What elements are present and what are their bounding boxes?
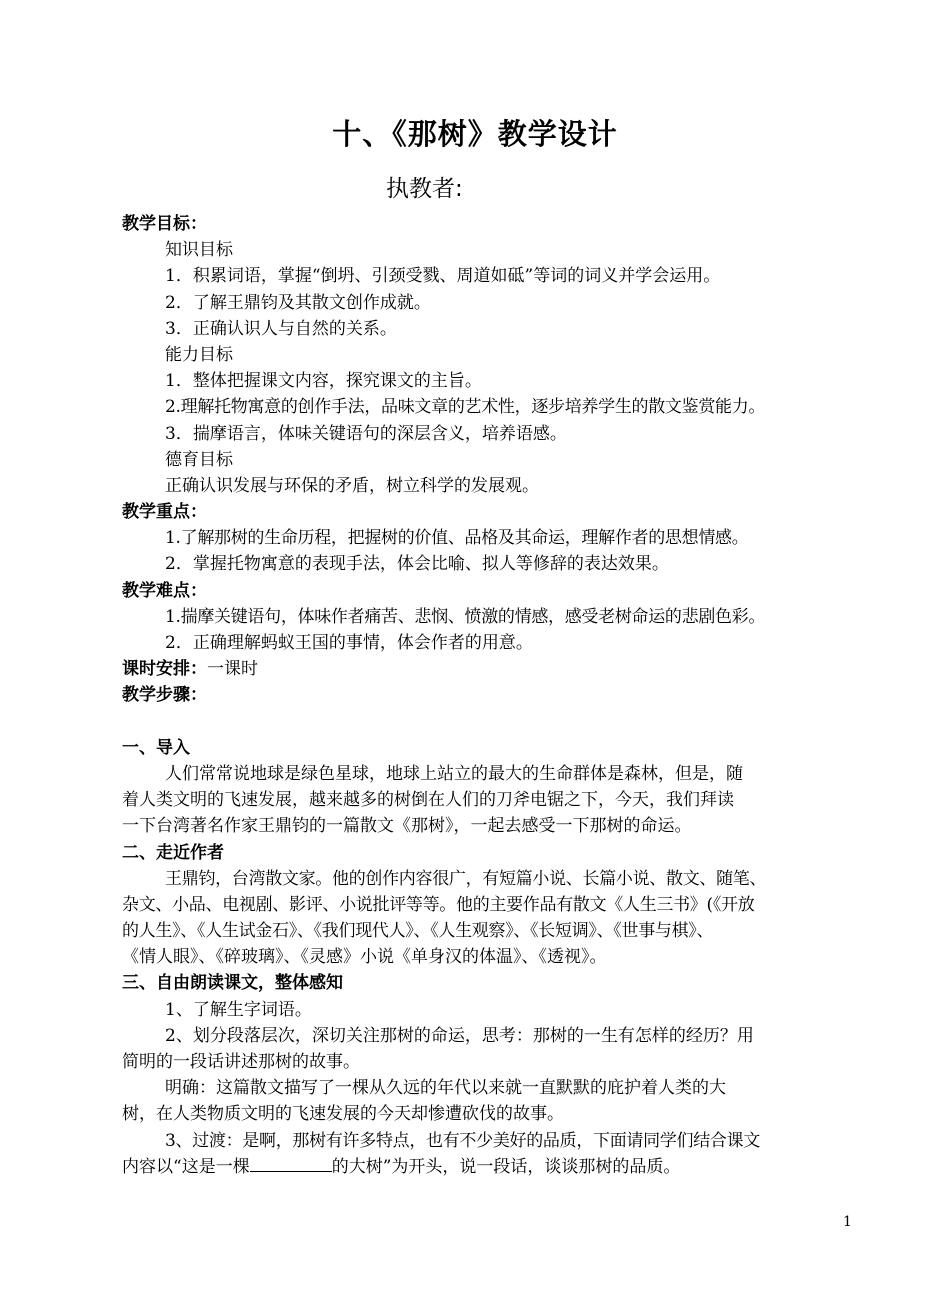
knowledge-item: 2．了解王鼎钧及其散文创作成就。 — [165, 292, 431, 313]
document-title: 十、《那树》教学设计 — [332, 117, 618, 151]
document-body — [122, 211, 862, 1180]
section1-line: 人们常常说地球是绿色星球，地球上站立的最大的生命群体是森林，但是，随 — [165, 763, 743, 784]
schedule-line — [122, 656, 862, 682]
section1-line: 着人类文明的飞速发展，越来越多的树倒在人们的刀斧电锯之下，今天，我们拜读 — [122, 790, 734, 811]
difficulty-item: 2．正确理解蚂蚁王国的事情，体会作者的用意。 — [165, 633, 533, 653]
schedule-value: 一课时 — [207, 659, 258, 680]
knowledge-label: 知识目标 — [165, 240, 233, 261]
steps-heading: 教学步骤： — [122, 685, 207, 706]
section3-item: 2、划分段落层次，深切关注那树的命运，思考：那树的一生有怎样的经历？用 — [165, 1025, 754, 1046]
section3-item: 简明的一段话讲述那树的故事。 — [122, 1052, 360, 1072]
ability-item: 2.理解托物寓意的创作手法，品味文章的艺术性，逐步培养学生的散文鉴赏能力。 — [165, 397, 766, 418]
section3-answer: 明确：这篇散文描写了一棵从久远的年代以来就一直默默的庇护着人类的大 — [165, 1078, 726, 1099]
fill-prompt-after: 的大树”为开头，说一段话，谈谈那树的品质。 — [331, 1156, 681, 1177]
section2-line: 杂文、小品、电视剧、影评、小说批评等等。他的主要作品有散文《人生三书》(《开放 — [122, 894, 755, 915]
section1-heading: 一、导入 — [122, 737, 190, 758]
author-line — [386, 170, 473, 203]
schedule-heading: 课时安排： — [122, 659, 207, 680]
blank-line — [122, 709, 862, 735]
author-label: 执教者: — [386, 176, 463, 202]
knowledge-item: 3．正确认识人与自然的关系。 — [165, 318, 397, 339]
section3-answer: 树，在人类物质文明的飞速发展的今天却惨遭砍伐的故事。 — [122, 1104, 564, 1125]
ability-label: 能力目标 — [165, 344, 233, 365]
ability-item: 1．整体把握课文内容，探究课文的主旨。 — [165, 371, 482, 392]
section1-line: 一下台湾著名作家王鼎钧的一篇散文《那树》，一起去感受一下那树的命运。 — [122, 816, 692, 837]
objectives-heading: 教学目标： — [122, 214, 207, 234]
page-number: 1 — [843, 1214, 852, 1230]
moral-item: 正确认识发展与环保的矛盾，树立科学的发展观。 — [165, 475, 539, 496]
section3-item — [122, 1154, 862, 1180]
section3-item: 1、了解生字词语。 — [165, 999, 312, 1020]
moral-label: 德育目标 — [165, 449, 233, 470]
section2-line: 王鼎钧，台湾散文家。他的创作内容很广，有短篇小说、长篇小说、散文、随笔、 — [165, 868, 767, 889]
section2-heading: 二、走近作者 — [122, 842, 224, 863]
key-point-item: 2．掌握托物寓意的表现手法，体会比喻、拟人等修辞的表达效果。 — [165, 554, 669, 575]
knowledge-item: 1．积累词语，掌握“倒坍、引颈受戮、周道如砥”等词的词义并学会运用。 — [165, 266, 721, 287]
section3-heading: 三、自由朗读课文，整体感知 — [122, 973, 343, 994]
section2-line: 的人生》、《人生试金石》、《我们现代人》、《人生观察》、《长短调》、《世事与棋》、 — [122, 921, 714, 942]
ability-item: 3．揣摩语言，体味关键语句的深层含义，培养语感。 — [165, 423, 567, 444]
fill-prompt-before: 内容以“这是一棵 — [122, 1156, 250, 1177]
difficulties-heading: 教学难点： — [122, 580, 207, 601]
key-points-heading: 教学重点： — [122, 502, 207, 523]
fill-blank — [250, 1154, 332, 1172]
section2-line: 《情人眼》、《碎玻璃》、《灵感》小说《单身汉的体温》、《透视》。 — [122, 947, 607, 968]
key-point-item: 1.了解那树的生命历程，把握树的价值、品格及其命运，理解作者的思想情感。 — [165, 528, 749, 549]
difficulty-item: 1.揣摩关键语句，体味作者痛苦、悲悯、愤激的情感，感受老树命运的悲剧色彩。 — [165, 606, 766, 627]
section3-item: 3、过渡：是啊，那树有许多特点，也有不少美好的品质，下面请同学们结合课文 — [165, 1130, 761, 1151]
